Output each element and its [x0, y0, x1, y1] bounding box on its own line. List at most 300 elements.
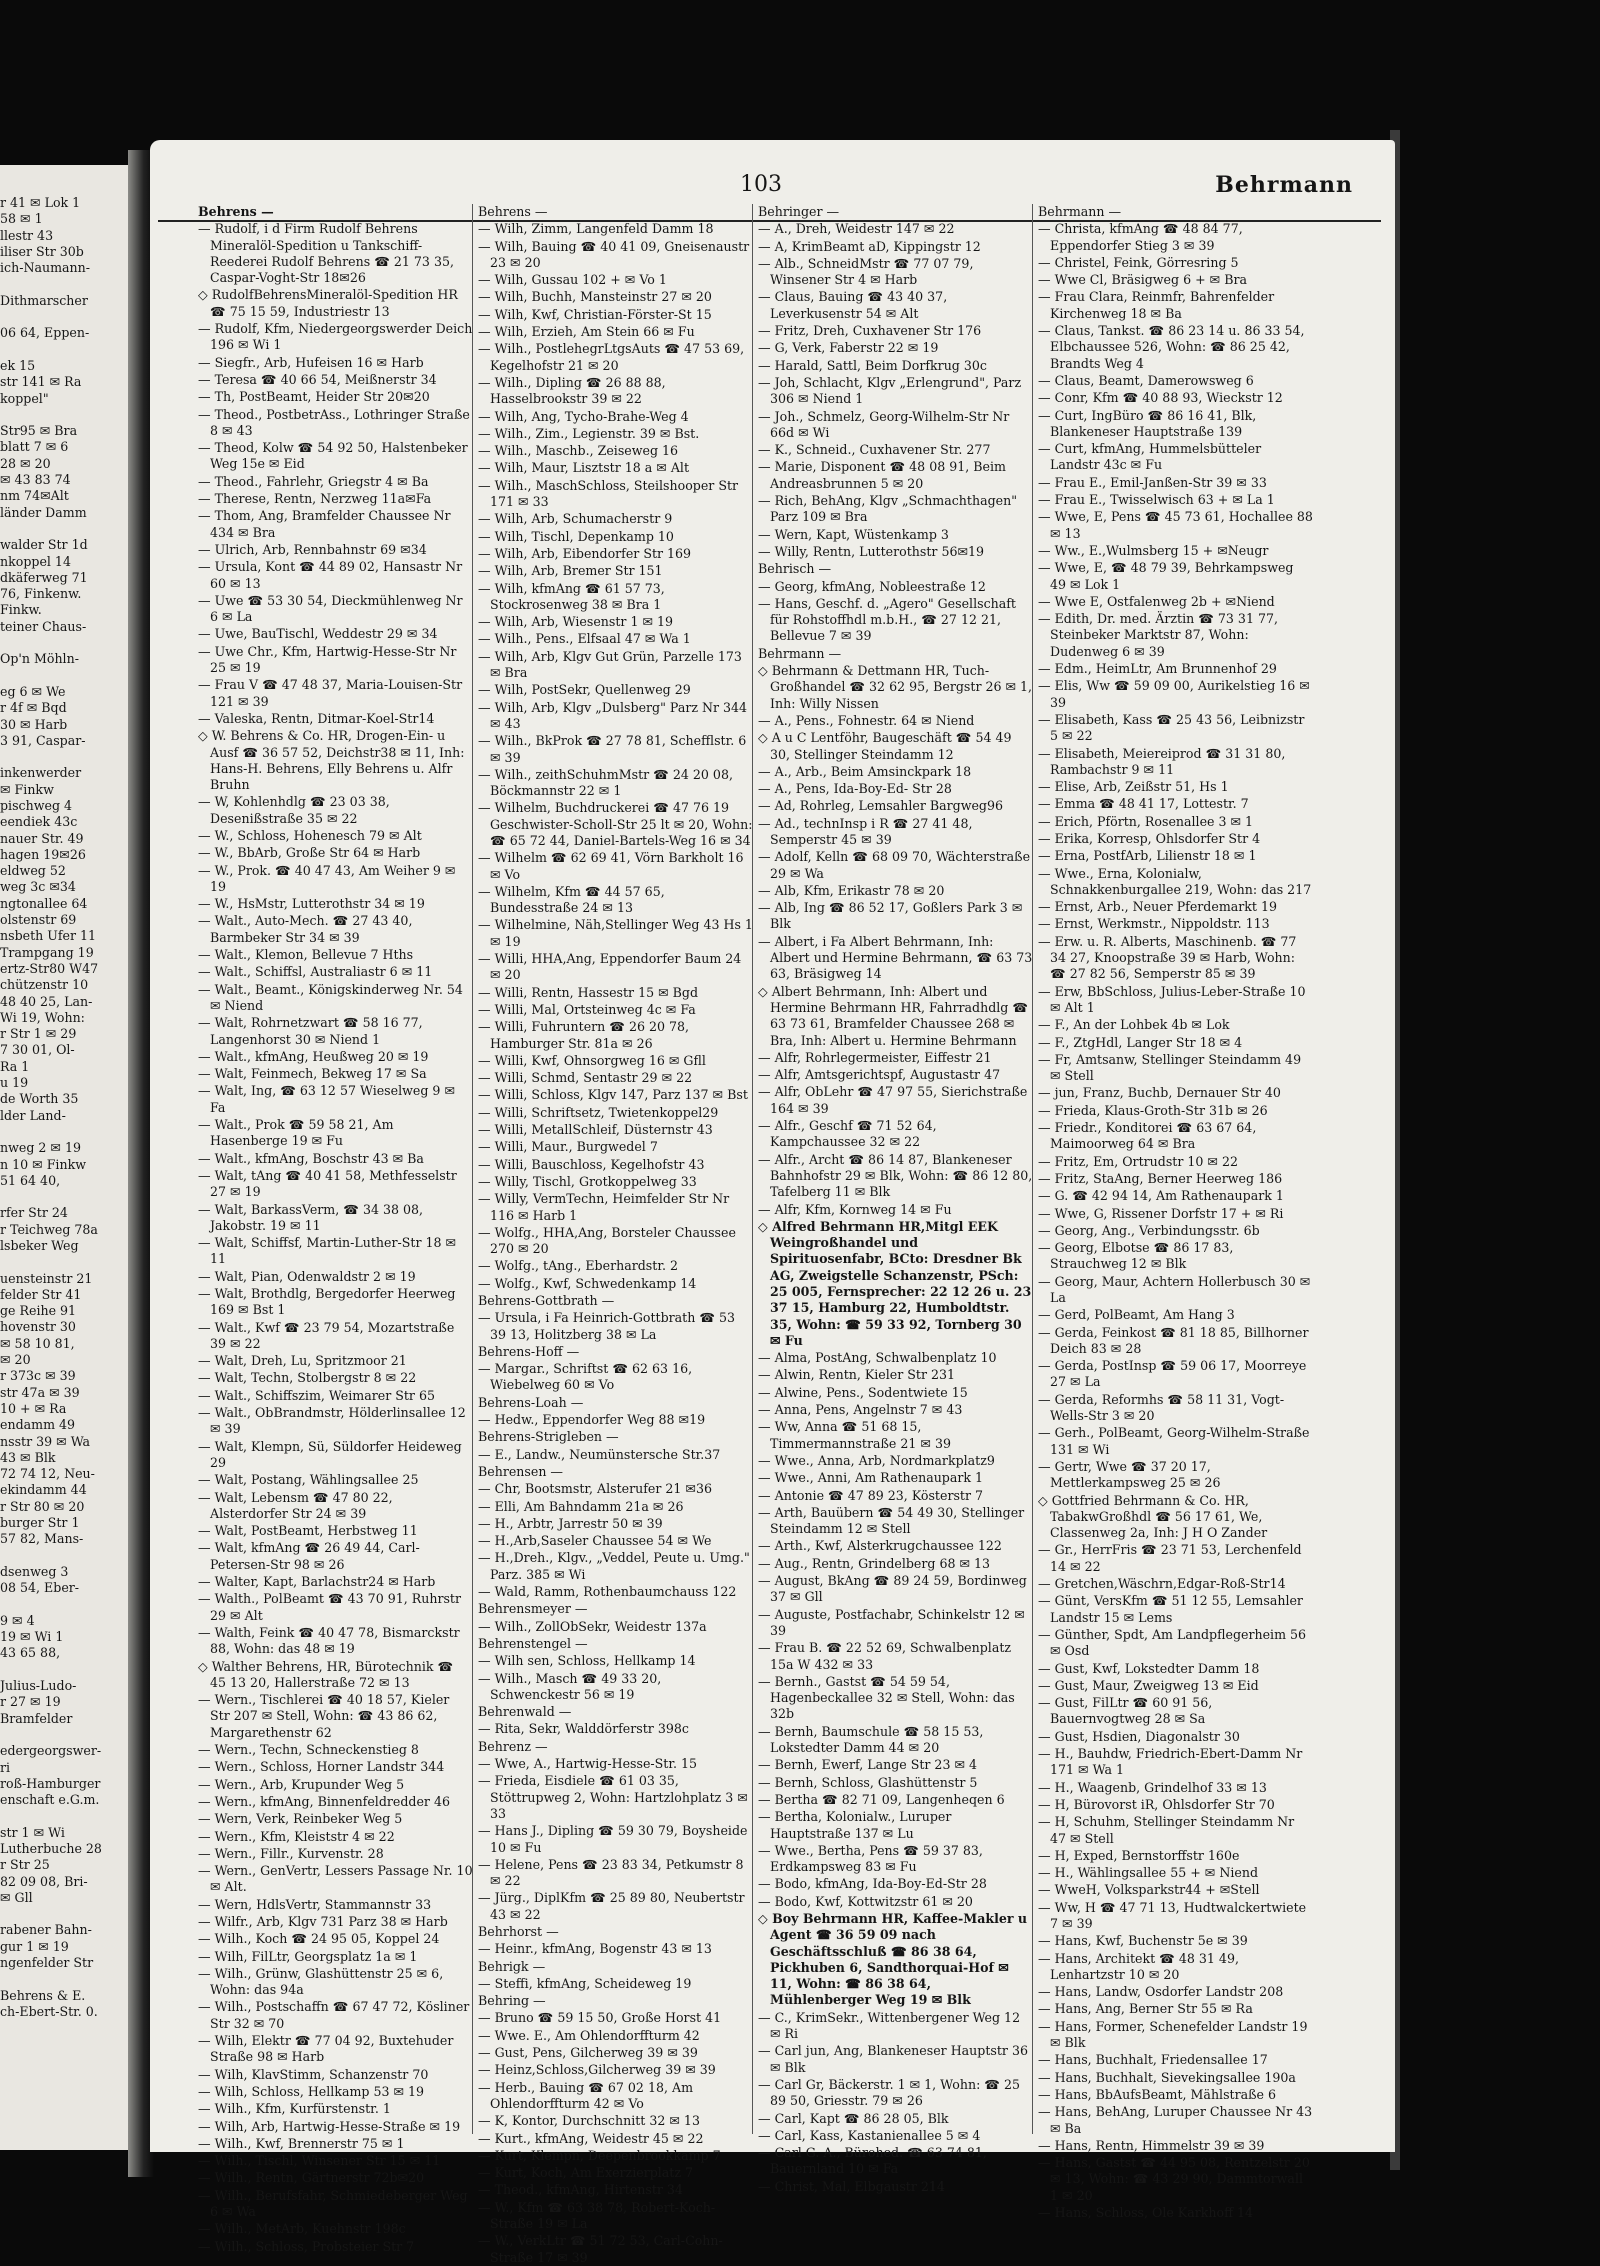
directory-entry: — Wolfg., tAng., Eberhardstr. 2	[478, 1258, 678, 1274]
directory-entry: — WweH, Volksparkstr44 + ✉Stell	[1038, 1882, 1260, 1898]
directory-entry: — Hans, Former, Schenefelder Landstr 19 ✉ Blk	[1038, 2018, 1308, 2051]
directory-entry: — Willi, Schloss, Klgv 147, Parz 137 ✉ Bst	[478, 1087, 748, 1103]
left-page-line: 57 82, Mans-	[0, 1531, 84, 1547]
directory-entry: — Walt, Schiffsf, Martin-Luther-Str 18 ✉ 11	[198, 1235, 457, 1267]
directory-entry: — Walth, Feink ☎ 40 47 78, Bismarckstr 88, Wohn: das 48 ✉ 19	[198, 1624, 460, 1657]
directory-entry: ◇ Walther Behrens, HR, Bürotechnik ☎ 45 13 20, Hallerstraße 72 ✉ 13	[198, 1658, 454, 1690]
left-page-line: ich-Naumann-	[0, 260, 91, 276]
left-page-line: Ra 1	[0, 1058, 30, 1074]
left-page-line: Lutherbuche 28	[0, 1840, 102, 1856]
left-page-line: ertz-Str80 W47	[0, 960, 99, 976]
directory-entry: — Gerda, Feinkost ☎ 81 18 85, Billhorner Deich 83 ✉ 28	[1038, 1324, 1309, 1356]
directory-entry: — Alwine, Pens., Sodentwiete 15	[758, 1384, 968, 1400]
directory-entry: — Antonie ☎ 47 89 23, Kösterstr 7	[758, 1487, 984, 1503]
left-page-line: r Teichweg 78a	[0, 1221, 98, 1237]
directory-entry: — Wilh., Dipling ☎ 26 88 88, Hasselbrookstr 39 ✉ 22	[478, 374, 666, 407]
directory-entry: — K., Schneid., Cuxhavener Str. 277	[758, 442, 991, 458]
directory-entry: — Wilhelm ☎ 62 69 41, Vörn Barkholt 16 ✉ Vo	[478, 850, 744, 882]
directory-entry: — Uwe Chr., Kfm, Hartwig-Hesse-Str Nr 25 ✉ 19	[198, 643, 457, 676]
left-page-line: lsbeker Weg	[0, 1238, 79, 1253]
directory-entry: — Walt, tAng ☎ 40 41 58, Methfesselstr 27 ✉ 19	[198, 1167, 457, 1200]
left-page-line	[0, 749, 138, 765]
directory-entry: — Therese, Rentn, Nerzweg 11a✉Fa	[198, 491, 432, 507]
directory-entry: — Thom, Ang, Bramfelder Chaussee Nr 434 ✉ Bra	[198, 508, 451, 540]
directory-entry: — Erna, PostfArb, Lilienstr 18 ✉ 1	[1038, 848, 1257, 864]
directory-entry: — Theod., PostbetrAss., Lothringer Straße 8 ✉ 43	[198, 406, 470, 438]
directory-entry: — Wilh, Kwf, Christian-Förster-St 15	[478, 306, 712, 322]
directory-entry: — F., An der Lohbek 4b ✉ Lok	[1038, 1017, 1230, 1033]
directory-entry: Behringer —	[758, 204, 840, 219]
left-page-line: Dithmarscher	[0, 292, 88, 308]
left-page-line	[0, 309, 138, 325]
directory-entry: — Willy, Tischl, Grotkoppelweg 33	[478, 1173, 697, 1189]
directory-entry: — A., Dreh, Weidestr 147 ✉ 22	[758, 221, 955, 237]
running-head: Behrmann	[1215, 172, 1353, 198]
directory-entry: — Elisabeth, Meiereiprod ☎ 31 31 80, Rambachstr 9 ✉ 11	[1038, 745, 1286, 777]
directory-entry: — Gust, Pens, Gilcherweg 39 ✉ 39	[478, 2045, 698, 2061]
directory-entry: Behrigk —	[478, 1958, 546, 1974]
directory-entry: — Walt, BarkassVerm, ☎ 34 38 08, Jakobstr. 19 ✉ 11	[198, 1201, 424, 1233]
directory-entry: — Wern., Schloss, Horner Landstr 344	[198, 1759, 445, 1775]
directory-entry: — A., Pens., Fohnestr. 64 ✉ Niend	[758, 712, 975, 728]
directory-entry: Behrmann —	[1038, 204, 1122, 219]
directory-entry: — Wald, Ramm, Rothenbaumchauss 122	[478, 1584, 737, 1600]
directory-entry: — Arth, Bauübern ☎ 54 49 30, Stellinger Steindamm 12 ✉ Stell	[758, 1504, 1025, 1537]
directory-column-2	[478, 204, 753, 2265]
directory-entry: — Wilh, Zimm, Langenfeld Damm 18	[478, 221, 714, 237]
left-page-line: Julius-Ludo-	[0, 1678, 77, 1694]
left-page-line: 43 65 88,	[0, 1645, 61, 1661]
directory-entry: Behrmann —	[758, 645, 842, 661]
directory-entry: — Gerda, PostInsp ☎ 59 06 17, Moorreye 27 ✉ La	[1038, 1358, 1307, 1390]
directory-entry: — Wilh., BkProk ☎ 27 78 81, Schefflstr. 6 ✉ 39	[478, 733, 747, 765]
directory-entry: — Wern., Techn, Schneckenstieg 8	[198, 1742, 419, 1758]
directory-entry: — Georg, Ang., Verbindungsstr. 6b	[1038, 1222, 1260, 1238]
directory-entry: Behrhorst —	[478, 1923, 559, 1939]
left-page-line: koppel"	[0, 390, 49, 406]
directory-entry: Behrens-Gottbrath —	[478, 1293, 615, 1308]
directory-entry: — Bruno ☎ 59 15 50, Große Horst 41	[478, 2010, 722, 2026]
directory-entry: — Edith, Dr. med. Ärztin ☎ 73 31 77, Steinbeker Marktstr 87, Wohn: Dudenweg 6 ✉ 39	[1038, 611, 1278, 659]
directory-entry: — Elisabeth, Kass ☎ 25 43 56, Leibnizstr 5 ✉ 22	[1038, 711, 1305, 744]
directory-entry: — Curt, IngBüro ☎ 86 16 41, Blk, Blankeneser Hauptstraße 139	[1038, 407, 1257, 439]
directory-entry: — G. ☎ 42 94 14, Am Rathenaupark 1	[1038, 1188, 1284, 1204]
directory-entry: — Wilh sen, Schloss, Hellkamp 14	[478, 1653, 696, 1669]
directory-entry: — Gust, Kwf, Lokstedter Damm 18	[1038, 1660, 1260, 1676]
left-page-line: 43 ✉ Blk	[0, 1449, 56, 1465]
left-page-line: felder Str 41	[0, 1286, 82, 1302]
directory-entry: — Günther, Spdt, Am Landpflegerheim 56 ✉ Osd	[1038, 1626, 1307, 1659]
left-page-line: 30 ✉ Harb	[0, 716, 68, 732]
directory-entry: — Alfr, Rohrlegermeister, Eiffestr 21	[758, 1049, 992, 1065]
directory-entry: Behrens-Hoff —	[478, 1343, 580, 1359]
directory-entry: — Willi, Schriftsetz, Twietenkoppel29	[478, 1104, 719, 1120]
left-page-line: r Str 80 ✉ 20	[0, 1498, 85, 1514]
left-page-line: endamm 49	[0, 1417, 76, 1433]
directory-entry: — Elis, Ww ☎ 59 09 00, Aurikelstieg 16 ✉ 39	[1038, 678, 1310, 710]
left-page-line: Str95 ✉ Bra	[0, 423, 78, 439]
directory-entry: — Bertha, Kolonialw., Luruper Hauptstraße 137 ✉ Lu	[758, 1809, 952, 1841]
left-page-line: iliser Str 30b	[0, 243, 84, 259]
left-page-line: Trampgang 19	[0, 944, 94, 960]
directory-entry: — Wilh, Arb, Hartwig-Hesse-Straße ✉ 19	[198, 2118, 461, 2134]
directory-entry: — Walt, Pian, Odenwaldstr 2 ✉ 19	[198, 1268, 416, 1284]
left-page-line: 58 ✉ 1	[0, 211, 43, 227]
directory-entry: — Ernst, Werkmstr., Nippoldstr. 113	[1038, 916, 1270, 932]
left-page-line: gur 1 ✉ 19	[0, 1938, 69, 1954]
directory-entry: — Wwe., Anni, Am Rathenaupark 1	[758, 1470, 984, 1486]
directory-entry: — Fritz, StaAng, Berner Heerweg 186	[1038, 1170, 1283, 1186]
directory-entry: — Walt, Rohrnetzwart ☎ 58 16 77, Langenhorst 30 ✉ Niend 1	[198, 1015, 423, 1047]
directory-entry: — Wern., Tischlerei ☎ 40 18 57, Kieler Str 207 ✉ Stell, Wohn: ☎ 43 86 62, Margarethenstr 62	[198, 1692, 450, 1740]
directory-entry: — Curt, kfmAng, Hummelsbütteler Landstr 43c ✉ Fu	[1038, 441, 1262, 473]
directory-entry: — Wern., GenVertr, Lessers Passage Nr. 10 ✉ Alt.	[198, 1863, 473, 1895]
directory-entry: — Walt., Kwf ☎ 23 79 54, Mozartstraße 39 ✉ 22	[198, 1319, 455, 1351]
directory-entry: — Bernh, Baumschule ☎ 58 15 53, Lokstedter Damm 44 ✉ 20	[758, 1723, 984, 1756]
directory-entry: ◇ W. Behrens & Co. HR, Drogen-Ein- u Ausf ☎ 36 57 52, Deichstr38 ✉ 11, Inh: Hans-H. Behrens, Elly Behrens u. Alfr Bruhn	[198, 728, 465, 793]
left-page-line: 82 09 08, Bri-	[0, 1873, 88, 1889]
directory-entry: — Bodo, Kwf, Kottwitzstr 61 ✉ 20	[758, 1893, 973, 1909]
directory-entry: — Wwe, E, ☎ 48 79 39, Behrkampsweg 49 ✉ Lok 1	[1038, 560, 1294, 592]
left-page-line: r Str 1 ✉ 29	[0, 1026, 77, 1042]
directory-entry: — Wern, HdlsVertr, Stammannstr 33	[198, 1896, 432, 1912]
directory-entry: — Adolf, Kelln ☎ 68 09 70, Wächterstraße 29 ✉ Wa	[758, 849, 1031, 881]
directory-entry: — Ww., E.,Wulmsberg 15 + ✉Neugr	[1038, 542, 1269, 558]
left-page-line	[0, 342, 138, 358]
directory-entry: — Wilh, Gussau 102 + ✉ Vo 1	[478, 272, 667, 288]
directory-entry: — W., Kfm ☎ 63 38 78, Robert-Koch-Straße 19 ✉ La	[478, 2199, 716, 2232]
directory-entry: — Erw. u. R. Alberts, Maschinenb. ☎ 77 34 27, Knoopstraße 39 ✉ Harb, Wohn: ☎ 27 82 56, Semperstr 85 ✉ 39	[1038, 933, 1297, 982]
directory-entry: — W., VerkLtr ☎ 51 72 53, Carl-Cohn-Straße 17 ✉ 39	[478, 2233, 723, 2265]
left-page-line: 3 91, Caspar-	[0, 732, 86, 748]
directory-entry: ◇ RudolfBehrensMineralöl-Spedition HR ☎ 75 15 59, Industriestr 13	[198, 287, 458, 319]
left-page-line: pischweg 4	[0, 797, 73, 813]
directory-entry: — Joh., Schmelz, Georg-Wilhelm-Str Nr 66d ✉ Wi	[758, 408, 1010, 440]
directory-column-3	[758, 204, 1033, 2194]
directory-entry: — Hans, Buchhalt, Sievekingsallee 190a	[1038, 2069, 1296, 2085]
directory-entry: — Walt., kfmAng, Boschstr 43 ✉ Ba	[198, 1150, 424, 1166]
directory-entry: — Alma, PostAng, Schwalbenplatz 10	[758, 1350, 997, 1366]
directory-entry: Behrenwald —	[478, 1704, 572, 1720]
directory-entry: — Teresa ☎ 40 66 54, Meißnerstr 34	[198, 371, 437, 387]
directory-entry: — H., Waagenb, Grindelhof 33 ✉ 13	[1038, 1779, 1267, 1795]
directory-entry: — Wilh, Erzieh, Am Stein 66 ✉ Fu	[478, 324, 695, 340]
directory-entry: — Alb, Kfm, Erikastr 78 ✉ 20	[758, 882, 945, 898]
directory-entry: — Wilh, Buchh, Mansteinstr 27 ✉ 20	[478, 289, 712, 305]
left-page-line: dsenweg 3	[0, 1563, 69, 1579]
directory-entry: — Hans, Ang, Berner Str 55 ✉ Ra	[1038, 2001, 1253, 2017]
directory-entry: — Alwin, Rentn, Kieler Str 231	[758, 1367, 956, 1383]
directory-entry: — Fritz, Em, Ortrudstr 10 ✉ 22	[1038, 1153, 1238, 1169]
directory-entry: — Wilh., ZollObSekr, Weidestr 137a	[478, 1618, 707, 1634]
directory-entry: — Ernst, Arb., Neuer Pferdemarkt 19	[1038, 899, 1278, 915]
left-page-line: ✉ 43 83 74	[0, 472, 71, 488]
left-page-line: ngtonallee 64	[0, 895, 88, 911]
directory-entry: — Walt, Brothdlg, Bergedorfer Heerweg 169 ✉ Bst 1	[198, 1286, 456, 1318]
left-page-line	[0, 1548, 138, 1564]
left-page-line: r Str 25	[0, 1857, 50, 1873]
directory-entry: — Alb, Ing ☎ 86 52 17, Goßlers Park 3 ✉ Blk	[758, 900, 1023, 932]
directory-entry: — Willi, Fuhruntern ☎ 26 20 78, Hamburger Str. 81a ✉ 26	[478, 1019, 690, 1051]
directory-entry: — Christ, Mal, Elbgaustr 214	[758, 2178, 945, 2194]
directory-entry: — Frieda, Eisdiele ☎ 61 03 35, Stöttrupweg 2, Wohn: Hartzlohplatz 3 ✉ 33	[478, 1773, 748, 1821]
directory-entry: — Bodo, kfmAng, Ida-Boy-Ed-Str 28	[758, 1876, 987, 1892]
directory-entry: — Günt, VersKfm ☎ 51 12 55, Lemsahler Landstr 15 ✉ Lems	[1038, 1593, 1303, 1625]
directory-entry: — Ww, Anna ☎ 51 68 15, Timmermannstraße 21 ✉ 39	[758, 1419, 951, 1451]
directory-entry: — Wilh., MetArb, Kuehnstr 198c	[198, 2221, 406, 2237]
left-page-line	[0, 668, 138, 684]
left-page-line	[0, 276, 138, 292]
left-page-line: ✉ Finkw	[0, 781, 54, 797]
directory-entry: — Chr, Bootsmstr, Alsterufer 21 ✉36	[478, 1481, 713, 1497]
left-page-line: nkoppel 14	[0, 553, 71, 569]
directory-entry: — Willi, Bauschloss, Kegelhofstr 43	[478, 1156, 705, 1172]
directory-entry: — Walt., ObBrandmstr, Hölderlinsallee 12 ✉ 39	[198, 1405, 466, 1437]
directory-entry: — Hans, Buchhalt, Friedensallee 17	[1038, 2052, 1268, 2068]
directory-entry: — Christa, kfmAng ☎ 48 84 77, Eppendorfer Stieg 3 ✉ 39	[1038, 221, 1243, 253]
directory-entry: — Willi, MetallSchleif, Düsternstr 43	[478, 1122, 713, 1138]
directory-entry: — Alfr, Amtsgerichtspf, Augustastr 47	[758, 1067, 1001, 1083]
left-page-line: dkäferweg 71	[0, 569, 88, 585]
directory-entry: — Gertr, Wwe ☎ 37 20 17, Mettlerkampsweg 25 ✉ 26	[1038, 1458, 1221, 1491]
directory-entry: Behrenstengel —	[478, 1635, 588, 1651]
left-page-line: eendiek 43c	[0, 814, 78, 830]
directory-entry: — Frau Clara, Reinmfr, Bahrenfelder Kirchenweg 18 ✉ Ba	[1038, 289, 1275, 321]
directory-entry: — Gerh., PolBeamt, Georg-Wilhelm-Straße 131 ✉ Wi	[1038, 1425, 1310, 1457]
directory-entry: — Erw, BbSchloss, Julius-Leber-Straße 10 ✉ Alt 1	[1038, 983, 1306, 1015]
directory-entry: — Bernh, Ewerf, Lange Str 23 ✉ 4	[758, 1757, 978, 1773]
directory-entry: — Gerd, PolBeamt, Am Hang 3	[1038, 1307, 1235, 1323]
directory-entry: — H, Exped, Bernstorffstr 160e	[1038, 1847, 1240, 1863]
directory-entry: — Walt., Schiffsl, Australiastr 6 ✉ 11	[198, 964, 433, 980]
directory-entry: Behrens-Loah —	[478, 1394, 584, 1410]
left-page-line: olstenstr 69	[0, 912, 77, 928]
directory-entry: — Wern, Kapt, Wüstenkamp 3	[758, 526, 949, 542]
directory-entry: — Willi, Kwf, Ohnsorgweg 16 ✉ Gfll	[478, 1052, 706, 1068]
page-number: 103	[740, 172, 782, 197]
directory-entry: — Carl jun, Ang, Blankeneser Hauptstr 36 ✉ Blk	[758, 2043, 1028, 2075]
left-page-line: str 141 ✉ Ra	[0, 374, 82, 390]
directory-entry: — Walt., Prok ☎ 59 58 21, Am Hasenberge 19 ✉ Fu	[198, 1117, 394, 1149]
directory-entry: — Hans, Kwf, Buchenstr 5e ✉ 39	[1038, 1933, 1248, 1949]
directory-entry: ◇ Gottfried Behrmann & Co. HR, TabakwGroßhdl ☎ 56 17 61, We, Classenweg 2a, Inh: J H O Zander	[1038, 1492, 1268, 1541]
left-page-line: Wi 19, Wohn:	[0, 1009, 85, 1025]
directory-entry: — Wilh, FilLtr, Georgsplatz 1a ✉ 1	[198, 1948, 418, 1964]
directory-entry: — Hans, BbAufsBeamt, Mählstraße 6	[1038, 2086, 1277, 2102]
directory-entry: — Willy, VermTechn, Heimfelder Str Nr 116 ✉ Harb 1	[478, 1191, 730, 1223]
directory-entry: — Gust, FilLtr ☎ 60 91 56, Bauernvogtweg 28 ✉ Sa	[1038, 1695, 1213, 1727]
left-page-line	[0, 1662, 138, 1678]
directory-entry: — Marie, Disponent ☎ 48 08 91, Beim Andreasbrunnen 5 ✉ 20	[758, 459, 1006, 491]
left-page-line: 48 40 25, Lan-	[0, 993, 93, 1009]
left-page-line: blatt 7 ✉ 6	[0, 439, 69, 455]
directory-entry: — Frau E., Emil-Janßen-Str 39 ✉ 33	[1038, 474, 1267, 490]
directory-entry: — Willi, Mal, Ortsteinweg 4c ✉ Fa	[478, 1001, 696, 1017]
directory-entry: — Wilhelmine, Näh,Stellinger Weg 43 Hs 1 ✉ 19	[478, 917, 753, 949]
directory-entry: — Frau E., Twisselwisch 63 + ✉ La 1	[1038, 492, 1275, 508]
directory-entry: — Wilh., Kwf, Brennerstr 75 ✉ 1	[198, 2135, 405, 2151]
directory-entry: — Valeska, Rentn, Ditmar-Koel-Str14	[198, 710, 435, 726]
directory-entry: — Fr, Amtsanw, Stellinger Steindamm 49 ✉ Stell	[1038, 1051, 1302, 1084]
directory-entry: — Wilh, Arb, Klgv Gut Grün, Parzelle 173 ✉ Bra	[478, 648, 742, 681]
left-page-line	[0, 1189, 138, 1205]
directory-entry: — Kurt., kfmAng, Weidestr 45 ✉ 22	[478, 2130, 704, 2146]
directory-entry: — Walt, Ing, ☎ 63 12 57 Wieselweg 9 ✉ Fa	[198, 1083, 455, 1115]
directory-entry: — Wilh, Arb, Schumacherstr 9	[478, 511, 673, 527]
directory-entry: — Wilh, Schloss, Hellkamp 53 ✉ 19	[198, 2083, 425, 2099]
left-page-line: rfer Str 24	[0, 1205, 68, 1221]
directory-entry: Behrens —	[478, 204, 548, 219]
directory-entry: — H, Schuhm, Stellinger Steindamm Nr 47 ✉ Stell	[1038, 1814, 1295, 1846]
left-page-line	[0, 1597, 138, 1613]
directory-entry: — Ad., technInsp i R ☎ 27 41 48, Semperstr 45 ✉ 39	[758, 815, 973, 847]
directory-entry: — Alfr, ObLehr ☎ 47 97 55, Sierichstraße 164 ✉ 39	[758, 1084, 1028, 1116]
directory-entry: — Carl, Kass, Kastanienallee 5 ✉ 4	[758, 2127, 981, 2143]
directory-entry: — Rich, BehAng, Klgv „Schmachthagen" Parz 109 ✉ Bra	[758, 493, 1018, 525]
directory-entry: — Wwe, G, Rissener Dorfstr 17 + ✉ Ri	[1038, 1205, 1284, 1221]
directory-entry: — Wilh., Postschaffn ☎ 67 47 72, Kösliner Str 32 ✉ 70	[198, 1999, 470, 2031]
directory-entry: — Emma ☎ 48 41 17, Lottestr. 7	[1038, 796, 1249, 812]
directory-entry: — Wilh., Zim., Legienstr. 39 ✉ Bst.	[478, 425, 700, 441]
left-page-line: enschaft e.G.m.	[0, 1792, 100, 1808]
left-page-line: eldweg 52	[0, 863, 66, 879]
directory-entry: Behrensmeyer —	[478, 1601, 588, 1617]
left-page-line: hovenstr 30	[0, 1319, 76, 1335]
directory-entry: — Georg, Elbotse ☎ 86 17 83, Strauchweg 12 ✉ Blk	[1038, 1240, 1234, 1272]
directory-entry: — Kurt, Koch, Am Exerzierplatz 7	[478, 2165, 694, 2181]
left-page-line: 08 54, Eber-	[0, 1580, 80, 1596]
directory-entry: Behrens —	[198, 204, 274, 219]
directory-entry: — Kurt, Klempn, Deepenbrookkamp 7	[478, 2147, 721, 2163]
directory-entry: — Wilh., Koch ☎ 24 95 05, Koppel 24	[198, 1931, 440, 1947]
directory-entry: — Walt., Klemon, Bellevue 7 Hths	[198, 947, 414, 963]
directory-entry: — W, Kohlenhdlg ☎ 23 03 38, Desenißstraße 35 ✉ 22	[198, 794, 390, 826]
directory-entry: — Wern., Kfm, Kleiststr 4 ✉ 22	[198, 1828, 395, 1844]
directory-entry: — Alfr., Archt ☎ 86 14 87, Blankeneser Bahnhofstr 29 ✉ Blk, Wohn: ☎ 86 12 80, Tafelberg 11 ✉ Blk	[758, 1151, 1033, 1200]
directory-entry: — Anna, Pens, Angelnstr 7 ✉ 43	[758, 1402, 963, 1418]
directory-entry: — Wwe. E., Am Ohlendorffturm 42	[478, 2027, 700, 2043]
directory-entry: — Wilh., Tischl, Winsener Str 15 ✉ 11	[198, 2153, 441, 2169]
directory-entry: — Frau B. ☎ 22 52 69, Schwalbenplatz 15a W 432 ✉ 33	[758, 1640, 1012, 1672]
directory-entry: — Wilhelm, Kfm ☎ 44 57 65, Bundesstraße 24 ✉ 13	[478, 883, 665, 916]
directory-entry: — Christel, Feink, Görresring 5	[1038, 254, 1239, 270]
directory-entry: — Rita, Sekr, Walddörferstr 398c	[478, 1721, 689, 1737]
directory-entry: — Harald, Sattl, Beim Dorfkrug 30c	[758, 357, 987, 373]
directory-entry: — Elli, Am Bahndamm 21a ✉ 26	[478, 1498, 684, 1514]
left-page-line: nsstr 39 ✉ Wa	[0, 1433, 91, 1449]
directory-entry: — Gust, Maur, Zweigweg 13 ✉ Eid	[1038, 1677, 1259, 1693]
directory-entry: — Walt., Auto-Mech. ☎ 27 43 40, Barmbeker Str 34 ✉ 39	[198, 913, 413, 945]
directory-entry: — jun, Franz, Buchb, Dernauer Str 40	[1038, 1085, 1281, 1101]
directory-entry: — Edm., HeimLtr, Am Brunnenhof 29	[1038, 661, 1277, 677]
directory-entry: — Hans, BehAng, Luruper Chaussee Nr 43 ✉ Ba	[1038, 2104, 1313, 2136]
directory-entry: Behrens-Strigleben —	[478, 1429, 619, 1445]
directory-entry: Behrenz —	[478, 1738, 548, 1754]
directory-entry: — Walt, Dreh, Lu, Spritzmoor 21	[198, 1353, 407, 1369]
directory-entry: — Aug., Rentn, Grindelberg 68 ✉ 13	[758, 1555, 991, 1571]
directory-entry: — Wilh, Tischl, Depenkamp 10	[478, 528, 674, 544]
directory-entry: — Wolfg., Kwf, Schwedenkamp 14	[478, 1275, 697, 1291]
left-page-line: Behrens & E.	[0, 1987, 86, 2003]
directory-entry: — W., Prok. ☎ 40 47 43, Am Weiher 9 ✉ 19	[198, 862, 456, 894]
left-page-line: 19 ✉ Wi 1	[0, 1629, 64, 1645]
directory-entry: — Wilh, Arb, Klgv „Dulsberg" Parz Nr 344 ✉ 43	[478, 699, 748, 731]
directory-entry: — Hans J., Dipling ☎ 59 30 79, Boysheide 10 ✉ Fu	[478, 1823, 748, 1855]
directory-entry: — Jürg., DiplKfm ☎ 25 89 80, Neubertstr 43 ✉ 22	[478, 1890, 745, 1922]
directory-entry: — Wwe., Bertha, Pens ☎ 59 37 83, Erdkampsweg 83 ✉ Fu	[758, 1842, 983, 1875]
directory-entry: — Wilh., Grünw, Glashüttenstr 25 ✉ 6, Wohn: das 94a	[198, 1965, 444, 1998]
left-page-line: burger Str 1	[0, 1515, 80, 1531]
directory-entry: — Alfr., Geschf ☎ 71 52 64, Kampchaussee 32 ✉ 22	[758, 1118, 937, 1150]
directory-entry: — Frieda, Klaus-Groth-Str 31b ✉ 26	[1038, 1102, 1268, 1118]
left-page-text	[0, 195, 138, 2020]
left-page-line: nweg 2 ✉ 19	[0, 1140, 82, 1156]
directory-entry: — Hans, Schloss, Ole Karkhoff 14	[1038, 2205, 1254, 2221]
directory-entry: — Willy, Rentn, Lutterothstr 56✉19	[758, 543, 985, 559]
directory-entry: — Alfr, Kfm, Kornweg 14 ✉ Fu	[758, 1201, 952, 1217]
left-page-line: ✉ 58 10 81,	[0, 1335, 75, 1351]
left-page-line: ri	[0, 1759, 11, 1775]
left-page-line: inkenwerder	[0, 765, 82, 781]
left-page-line: r 373c ✉ 39	[0, 1368, 76, 1384]
directory-entry: — W., BbArb, Große Str 64 ✉ Harb	[198, 845, 421, 861]
directory-entry: — Wilh., Berufsfahr, Schmiedeberger Weg 6 ✉ Wa	[198, 2187, 468, 2220]
left-page-fragment	[0, 165, 140, 2150]
directory-entry: — Hans, Rentn, Himmelstr 39 ✉ 39	[1038, 2137, 1265, 2153]
directory-entry: — Alb., SchneidMstr ☎ 77 07 79, Winsener Str 4 ✉ Harb	[758, 255, 974, 288]
directory-entry: — Uwe ☎ 53 30 54, Dieckmühlenweg Nr 6 ✉ La	[198, 592, 463, 625]
left-page-line: u 19	[0, 1075, 29, 1091]
left-page-line: ekindamm 44	[0, 1482, 87, 1498]
directory-entry: — Wwe E, Ostfalenweg 2b + ✉Niend	[1038, 593, 1275, 609]
directory-entry: — A., Pens, Ida-Boy-Ed- Str 28	[758, 781, 952, 797]
left-page-line: rabener Bahn-	[0, 1922, 92, 1938]
directory-entry: — E., Landw., Neumünstersche Str.37	[478, 1446, 721, 1462]
directory-entry: — Wilh, Arb, Eibendorfer Str 169	[478, 545, 692, 561]
directory-entry: — W., Schloss, Hohenesch 79 ✉ Alt	[198, 827, 422, 843]
directory-entry: — Walt, PostBeamt, Herbstweg 11	[198, 1523, 418, 1539]
directory-entry: — Wilh, Bauing ☎ 40 41 09, Gneisenaustr 23 ✉ 20	[478, 238, 750, 270]
directory-entry: Behrisch —	[758, 561, 832, 577]
left-page-line: länder Damm	[0, 504, 87, 520]
directory-entry: — Walt, Techn, Stolbergstr 8 ✉ 22	[198, 1370, 417, 1386]
directory-entry: — Walt, Klempn, Sü, Süldorfer Heideweg 29	[198, 1438, 462, 1470]
left-page-line	[0, 1124, 138, 1140]
left-page-line: lder Land-	[0, 1107, 66, 1123]
left-page-line: de Worth 35	[0, 1091, 79, 1107]
directory-entry: — Wwe Cl, Bräsigweg 6 + ✉ Bra	[1038, 272, 1247, 288]
directory-entry: — Willi, Rentn, Hassestr 15 ✉ Bgd	[478, 984, 699, 1000]
directory-entry: — Fritz, Dreh, Cuxhavener Str 176	[758, 323, 982, 339]
left-page-line	[0, 635, 138, 651]
directory-entry: — Joh, Schlacht, Klgv „Erlengrund", Parz 306 ✉ Niend 1	[758, 374, 1022, 407]
directory-entry: — Th, PostBeamt, Heider Str 20✉20	[198, 389, 430, 405]
directory-entry: — Rudolf, i d Firm Rudolf Behrens Mineralöl-Spedition u Tankschiff-Reederei Rudolf Behrens ☎ 21 73 35, Caspar-Voght-Str 18✉26	[198, 221, 454, 286]
left-page-line: str 47a ✉ 39	[0, 1384, 80, 1400]
left-page-line: Op'n Möhln-	[0, 651, 79, 667]
left-page-line: ✉ 20	[0, 1352, 31, 1368]
directory-entry: — Heinz,Schloss,Gilcherweg 39 ✉ 39	[478, 2062, 716, 2078]
left-page-line: str 1 ✉ Wi	[0, 1824, 65, 1840]
directory-entry: — Hans, Architekt ☎ 48 31 49, Lenhartzstr 10 ✉ 20	[1038, 1950, 1239, 1982]
directory-entry: — Georg, kfmAng, Nobleestraße 12	[758, 578, 986, 594]
directory-entry: — Wwe, A., Hartwig-Hesse-Str. 15	[478, 1756, 698, 1772]
directory-entry: — Wilh., Pens., Elfsaal 47 ✉ Wa 1	[478, 631, 691, 647]
left-page-line: nauer Str. 49	[0, 830, 84, 846]
left-page-line: nsbeth Ufer 11	[0, 928, 97, 944]
left-page-line: hagen 19✉26	[0, 846, 86, 862]
directory-entry: ◇ Boy Behrmann HR, Kaffee-Makler u Agent ☎ 36 59 09 nach Geschäftsschluß ☎ 86 38 64, Pickhuben 6, Sandthorquai-Hof ✉ 11, Wohn: ☎ 86 38 64, Mühlenberger Weg 19 ✉ Blk	[758, 1910, 1028, 2008]
